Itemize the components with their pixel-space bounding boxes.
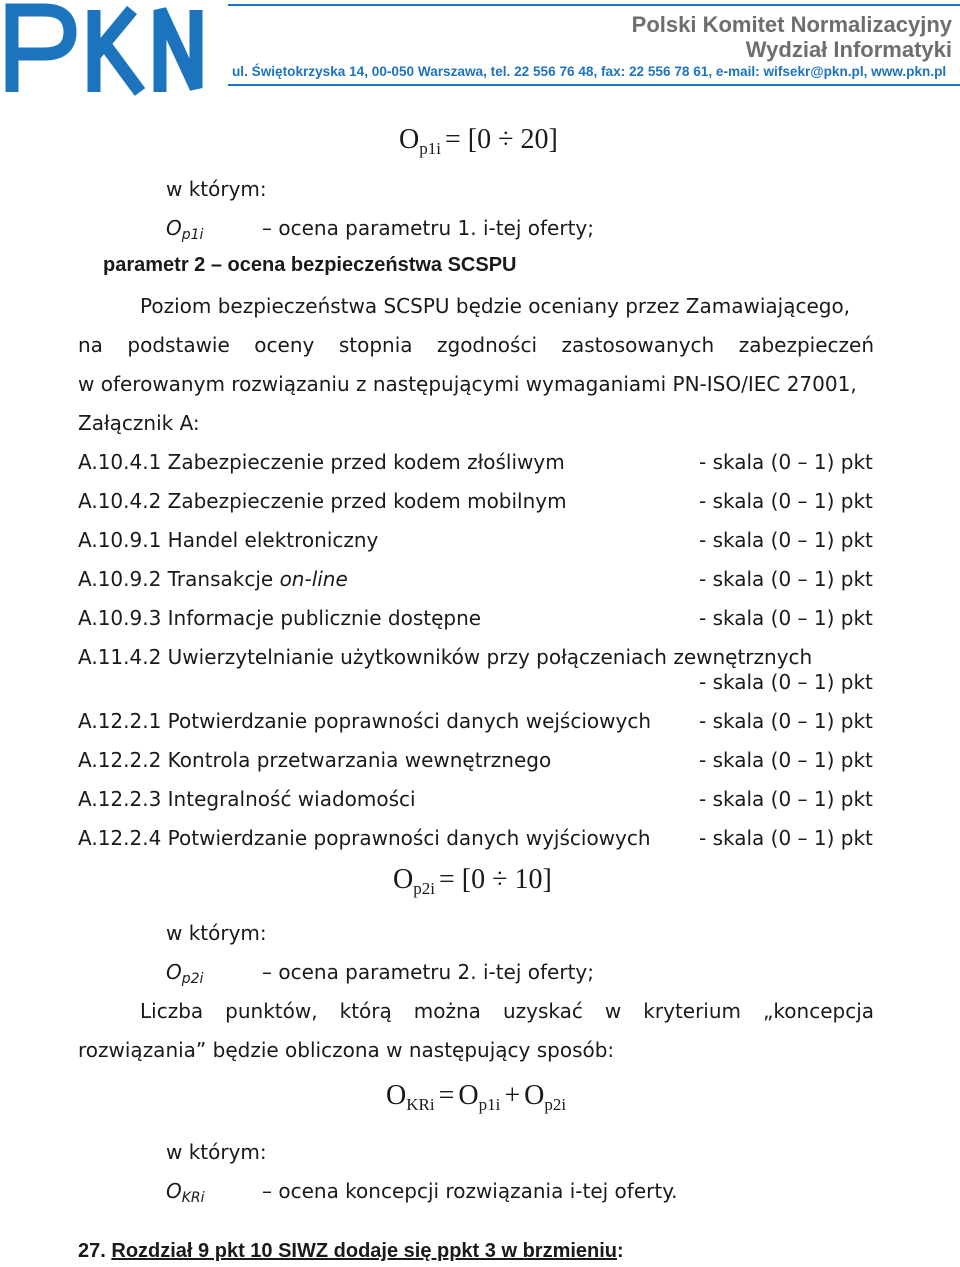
param2-paragraph-line: Załącznik A: xyxy=(78,411,200,435)
criterion-label: A.11.4.2 Uwierzytelnianie użytkowników przy połączeniach zewnętrznych xyxy=(78,645,813,669)
criterion-label: A.10.4.1 Zabezpieczenie przed kodem złośliwym xyxy=(78,450,565,474)
where-intro-1: w którym: xyxy=(166,177,267,201)
criterion-label: A.12.2.1 Potwierdzanie poprawności danych wejściowych xyxy=(78,709,652,733)
criterion-label: A.10.9.1 Handel elektroniczny xyxy=(78,528,379,552)
criterion-scale: - skala (0 – 1) pkt xyxy=(699,748,873,772)
criterion-label: A.10.4.2 Zabezpieczenie przed kodem mobilnym xyxy=(78,489,567,513)
org-name: Polski Komitet Normalizacyjny xyxy=(631,12,952,37)
summary-paragraph-line: rozwiązania” będzie obliczona w następujący sposób: xyxy=(78,1038,615,1062)
param2-heading: parametr 2 – ocena bezpieczeństwa SCSPU xyxy=(103,254,517,276)
criterion-label: A.12.2.3 Integralność wiadomości xyxy=(78,787,416,811)
pkn-logo xyxy=(0,0,215,96)
criterion-label: A.12.2.2 Kontrola przetwarzania wewnętrznego xyxy=(78,748,552,772)
criterion-scale: - skala (0 – 1) pkt xyxy=(699,489,873,513)
criterion-scale: - skala (0 – 1) pkt xyxy=(699,450,873,474)
criterion-scale: - skala (0 – 1) pkt xyxy=(699,787,873,811)
criterion-label: A.12.2.4 Potwierdzanie poprawności danych wyjściowych xyxy=(78,826,651,850)
section-title: Rozdział 9 pkt 10 SIWZ dodaje się ppkt 3 w brzmieniu xyxy=(111,1240,618,1262)
formula-op1i: $O_{p1i} = [0 \div 20]$ xyxy=(399,124,558,158)
criterion-scale: - skala (0 – 1) pkt xyxy=(699,528,873,552)
param2-paragraph-line: w oferowanym rozwiązaniu z następującymi wymaganiami PN-ISO/IEC 27001, xyxy=(78,372,857,396)
criterion-scale: - skala (0 – 1) pkt xyxy=(699,606,873,630)
def-description-op1i: – ocena parametru 1. i-tej oferty; xyxy=(262,216,594,240)
header-top-rule xyxy=(228,4,960,6)
def-symbol-op2i: $O_{p2i}$ xyxy=(166,960,204,987)
def-symbol-op1i: $O_{p1i}$ xyxy=(166,216,204,243)
criterion-scale: - skala (0 – 1) pkt xyxy=(699,567,873,591)
criterion-scale: - skala (0 – 1) pkt xyxy=(699,826,873,850)
department-name: Wydział Informatyki xyxy=(745,37,952,62)
header-address: ul. Świętokrzyska 14, 00-050 Warszawa, tel. 22 556 76 48, fax: 22 556 78 61, e-mail: wifsekr@pkn.pl, www.pkn.pl xyxy=(232,64,947,79)
formula-op2i: $O_{p2i} = [0 \div 10]$ xyxy=(393,864,552,898)
summary-paragraph-line: Liczba punktów, którą można uzyskać w kryterium „koncepcja xyxy=(140,999,874,1023)
def-description-op2i: – ocena parametru 2. i-tej oferty; xyxy=(262,960,594,984)
criterion-scale: - skala (0 – 1) pkt xyxy=(699,709,873,733)
criterion-label: A.10.9.2 Transakcje on-line xyxy=(78,567,348,591)
def-symbol-okri: $O_{KRi}$ xyxy=(166,1179,205,1206)
section-number: 27. xyxy=(78,1240,106,1262)
where-intro-3: w którym: xyxy=(166,1140,267,1164)
def-description-okri: – ocena koncepcji rozwiązania i-tej oferty. xyxy=(262,1179,678,1203)
criterion-label: A.10.9.3 Informacje publicznie dostępne xyxy=(78,606,482,630)
section-27-heading: 27. Rozdział 9 pkt 10 SIWZ dodaje się ppkt 3 w brzmieniu: xyxy=(78,1240,624,1262)
param2-paragraph-line: na podstawie oceny stopnia zgodności zastosowanych zabezpieczeń xyxy=(78,333,874,357)
criterion-scale: - skala (0 – 1) pkt xyxy=(699,670,873,694)
param2-paragraph-line: Poziom bezpieczeństwa SCSPU będzie oceniany przez Zamawiającego, xyxy=(140,294,851,318)
where-intro-2: w którym: xyxy=(166,921,267,945)
header-bottom-rule xyxy=(228,84,960,86)
formula-okri: $O_{KRi} = O_{p1i} + O_{p2i}$ xyxy=(386,1080,567,1114)
